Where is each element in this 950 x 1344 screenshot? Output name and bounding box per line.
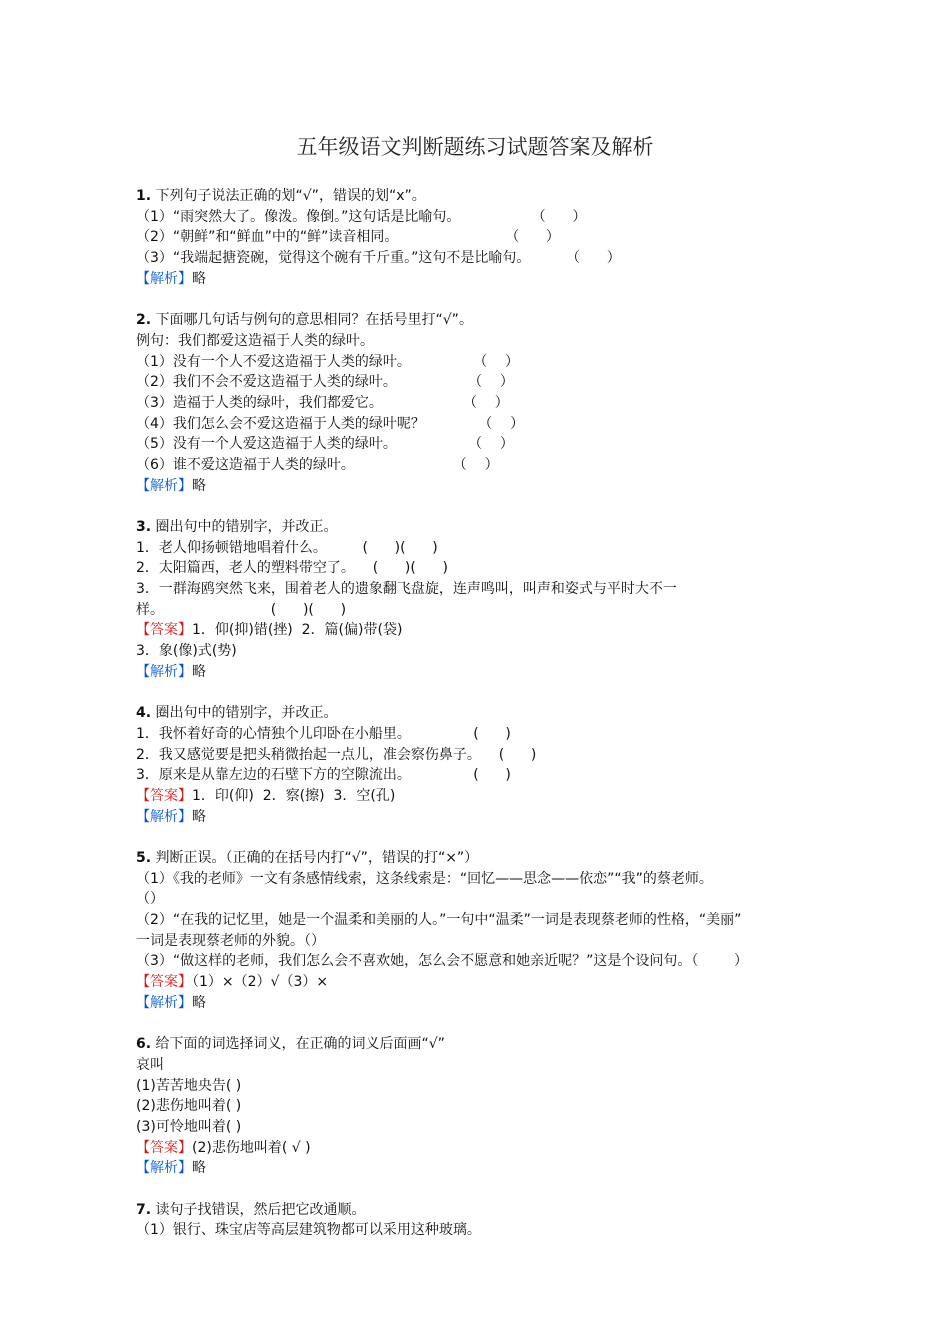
section-gap	[136, 1014, 836, 1035]
analysis-tag: 【解析】	[136, 808, 192, 825]
analysis-line	[136, 807, 836, 828]
analysis-text: 略	[192, 808, 206, 825]
analysis-tag: 【解析】	[136, 1160, 192, 1177]
answer-text: 1．印(仰) 2．察(擦) 3．空(孔)	[192, 787, 396, 804]
question-line: （1）没有一个人不爱这造福于人类的绿叶。 （ ）	[136, 353, 520, 370]
answer-text: 1．仰(抑)错(挫) 2．篇(偏)带(袋)	[192, 622, 403, 639]
analysis-text: 略	[192, 270, 206, 287]
answer-line	[136, 620, 836, 641]
question-section	[136, 848, 836, 1014]
answer-line	[136, 972, 836, 993]
question-line: (2)悲伤地叫着( )	[136, 1098, 242, 1115]
question-section	[136, 1200, 836, 1241]
question-text: 圈出句中的错别字，并改正。	[151, 705, 338, 722]
question-section	[136, 186, 836, 289]
analysis-tag: 【解析】	[136, 663, 192, 680]
question-text: 下面哪几句话与例句的意思相同？在括号里打“√”。	[151, 312, 473, 329]
question-line: （3）造福于人类的绿叶，我们都爱它。 （ ）	[136, 394, 509, 411]
question-line: （3）“做这样的老师，我们怎么会不喜欢她，怎么会不愿意和她亲近呢？”这是个设问句。（ ）	[136, 953, 749, 970]
section-gap	[136, 496, 836, 517]
analysis-text: 略	[192, 663, 206, 680]
question-prompt	[136, 703, 836, 724]
question-number: 4.	[136, 705, 152, 722]
question-number: 7.	[136, 1201, 152, 1218]
question-line: （2）“朝鲜”和“鲜血”中的“鲜”读音相同。 （ ）	[136, 229, 560, 246]
answer-text: (2)悲伤地叫着( √ )	[192, 1139, 311, 1156]
answer-tag: 【答案】	[136, 622, 192, 639]
analysis-line	[136, 993, 836, 1014]
answer-tag: 【答案】	[136, 787, 192, 804]
question-prompt	[136, 517, 836, 538]
question-text: 判断正误。（正确的在括号内打“√”，错误的打“×”）	[151, 850, 479, 866]
question-line: 哀叫	[136, 1056, 164, 1073]
question-prompt	[136, 848, 836, 869]
analysis-tag: 【解析】	[136, 994, 192, 1011]
question-line: 2．我又感觉要是把头稍微抬起一点儿，准会察伤鼻子。 ( )	[136, 746, 537, 763]
question-line: （1）《我的老师》一文有条感情线索，这条线索是：“回忆——思念——依恋”“我”的蔡老师。	[136, 870, 713, 887]
question-number: 5.	[136, 850, 152, 866]
answer-line	[136, 1138, 836, 1159]
analysis-line	[136, 476, 836, 497]
question-prompt	[136, 310, 836, 331]
question-number: 3.	[136, 519, 152, 535]
question-line: （4）我们怎么会不爱这造福于人类的绿叶呢？ （ ）	[136, 415, 525, 432]
question-section	[136, 517, 836, 683]
question-line: （1）“雨突然大了。像泼。像倒。”这句话是比喻句。 （ ）	[136, 208, 587, 225]
analysis-text: 略	[192, 477, 206, 494]
question-section	[136, 310, 836, 496]
question-number: 6.	[136, 1036, 152, 1053]
analysis-text: 略	[192, 1160, 206, 1177]
answer-line	[136, 786, 836, 807]
question-line: （）	[136, 891, 164, 908]
question-prompt	[136, 1200, 836, 1221]
question-number: 1.	[136, 188, 152, 204]
question-line: （5）没有一个人爱这造福于人类的绿叶。 （ ）	[136, 436, 514, 453]
question-line: 样。 ( )( )	[136, 601, 347, 618]
question-line: (1)苦苦地央告( )	[136, 1077, 242, 1094]
question-section	[136, 703, 836, 827]
question-prompt	[136, 186, 836, 207]
analysis-line	[136, 269, 836, 290]
question-line: （2）“在我的记忆里，她是一个温柔和美丽的人。”一句中“温柔”一词是表现蔡老师的性格，“美丽”	[136, 912, 742, 929]
question-line: 2．太阳篇西，老人的塑料带空了。 ( )( )	[136, 560, 448, 577]
question-line: 3．一群海鸥突然飞来，围着老人的遗象翻飞盘旋，连声鸣叫，叫声和姿式与平时大不一	[136, 581, 677, 598]
analysis-line	[136, 662, 836, 683]
analysis-tag: 【解析】	[136, 477, 192, 494]
section-gap	[136, 827, 836, 848]
question-line: 1．老人仰扬顿错地唱着什么。 ( )( )	[136, 539, 438, 556]
question-text: 圈出句中的错别字，并改正。	[151, 519, 338, 535]
analysis-tag: 【解析】	[136, 270, 192, 287]
question-line: （1）银行、珠宝店等高层建筑物都可以采用这种玻璃。	[136, 1222, 481, 1239]
analysis-text: 略	[192, 994, 206, 1011]
page-title: 五年级语文判断题练习试题答案及解析	[296, 135, 654, 159]
question-section	[136, 1034, 836, 1179]
question-number: 2.	[136, 312, 152, 329]
question-line: （6）谁不爱这造福于人类的绿叶。 （ ）	[136, 456, 499, 473]
question-line: (3)可怜地叫着( )	[136, 1118, 242, 1135]
question-line: 例句：我们都爱这造福于人类的绿叶。	[136, 332, 374, 349]
question-text: 下列句子说法正确的划“√”，错误的划“x”。	[151, 188, 426, 204]
document-body	[136, 186, 836, 1241]
question-text: 读句子找错误，然后把它改通顺。	[151, 1201, 366, 1218]
section-gap	[136, 289, 836, 310]
answer-line-extra: 3．象(像)式(势)	[136, 643, 237, 660]
question-line: 1．我怀着好奇的心情独个儿印卧在小船里。 ( )	[136, 725, 511, 742]
question-line: 一词是表现蔡老师的外貌。（）	[136, 932, 325, 949]
answer-tag: 【答案】	[136, 1139, 192, 1156]
question-text: 给下面的词选择词义，在正确的词义后面画“√”	[151, 1036, 445, 1053]
section-gap	[136, 1179, 836, 1200]
answer-tag: 【答案】	[136, 974, 192, 991]
question-line: （3）“我端起搪瓷碗，觉得这个碗有千斤重。”这句不是比喻句。 （ ）	[136, 250, 621, 267]
question-prompt	[136, 1034, 836, 1055]
question-line: 3．原来是从靠左边的石壁下方的空隙流出。 ( )	[136, 767, 511, 784]
analysis-line	[136, 1158, 836, 1179]
question-line: （2）我们不会不爱这造福于人类的绿叶。 （ ）	[136, 374, 514, 391]
section-gap	[136, 683, 836, 704]
answer-text: （1）×（2）√（3）×	[192, 974, 329, 991]
